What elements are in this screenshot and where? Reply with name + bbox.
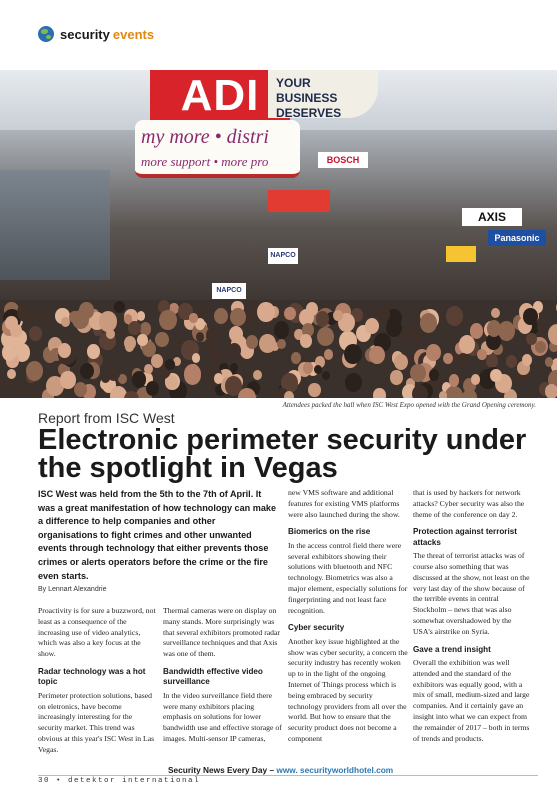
- crowd-head: [300, 334, 312, 348]
- paragraph: Proactivity is for sure a buzzword, not least as a consequence of the increasing use of video analytics, which was also a key focus at the show.: [38, 606, 156, 659]
- crowd-head: [80, 363, 94, 379]
- yellow-sign: [446, 246, 476, 262]
- subheading: Protection against terrorist attacks: [413, 527, 517, 547]
- crowd-head: [314, 365, 322, 375]
- crowd-head: [137, 311, 145, 320]
- crowd-head: [61, 317, 70, 327]
- crowd-head: [214, 373, 223, 384]
- crowd-head: [446, 306, 463, 326]
- ring-banner-line1: my more • distri: [141, 126, 269, 148]
- crowd-head: [445, 386, 463, 398]
- subheading: Biomerics on the rise: [288, 527, 371, 537]
- crowd-head: [17, 303, 33, 322]
- crowd-head: [308, 383, 321, 397]
- column-1: [38, 606, 158, 763]
- crowd-head: [26, 361, 43, 380]
- paragraph: that is used by hackers for network attacks? Cyber security was also the theme of the conference on day 2.: [413, 488, 525, 519]
- napco-sign: NAPCO: [268, 248, 298, 264]
- crowd-head: [189, 313, 197, 322]
- crowd-head: [277, 339, 286, 349]
- crowd-head: [28, 386, 38, 397]
- subheading: Cyber security: [288, 623, 345, 633]
- red-banner: [268, 190, 330, 212]
- crowd-head: [373, 388, 385, 398]
- crowd-head: [132, 371, 146, 387]
- crowd-head: [72, 310, 89, 329]
- crowd-head: [5, 316, 18, 331]
- left-booth: [0, 170, 110, 280]
- crowd-head: [333, 310, 343, 321]
- photo-caption: Attendees packed the hall when ISC West Expo opened with the Grand Opening ceremony.: [282, 401, 536, 409]
- crowd-head: [284, 307, 295, 320]
- crowd-head: [206, 327, 220, 343]
- crowd-head: [522, 354, 532, 366]
- crowd-head: [284, 391, 294, 398]
- crowd-head: [545, 357, 553, 366]
- crowd-head: [439, 391, 447, 398]
- column-3: [288, 488, 408, 752]
- crowd-head: [206, 343, 215, 353]
- crowd-head: [29, 326, 42, 341]
- crowd-head: [462, 389, 477, 398]
- crowd-head: [457, 353, 470, 368]
- crowd-head: [491, 308, 500, 318]
- crowd-head: [144, 364, 153, 375]
- crowd-head: [477, 349, 487, 360]
- crowd-head: [506, 355, 517, 368]
- panasonic-sign: Panasonic: [488, 230, 546, 246]
- crowd-head: [322, 371, 330, 380]
- crowd-head: [523, 308, 537, 325]
- crowd-head: [344, 344, 362, 364]
- crowd: [0, 300, 557, 398]
- section-header: [38, 24, 154, 44]
- crowd-head: [58, 343, 71, 358]
- section-word: security: [60, 26, 110, 42]
- ring-banner-line2: more support • more pro: [141, 154, 269, 169]
- crowd-head: [253, 370, 262, 380]
- subheading: Bandwidth effective video surveillance: [163, 666, 263, 687]
- crowd-head: [412, 385, 428, 398]
- article-title: Electronic perimeter security under the spotlight in Vegas: [38, 424, 527, 484]
- crowd-head: [114, 301, 125, 314]
- napco-sign-2: NAPCO: [212, 283, 246, 299]
- crowd-head: [449, 374, 460, 386]
- crowd-head: [165, 359, 174, 370]
- crowd-head: [87, 344, 100, 359]
- column-4: [413, 488, 533, 751]
- crowd-head: [487, 320, 502, 337]
- crowd-head: [471, 374, 480, 385]
- subheading: Radar technology was a hot topic: [38, 666, 146, 687]
- crowd-head: [151, 354, 163, 368]
- crowd-head: [429, 369, 439, 380]
- crowd-head: [324, 349, 333, 360]
- expo-hall-photo: [0, 70, 557, 398]
- ring-banner: [135, 120, 300, 178]
- crowd-head: [545, 384, 557, 398]
- crowd-head: [426, 344, 441, 361]
- crowd-head: [394, 354, 408, 370]
- paragraph: Overall the exhibition was well attended and the standard of the exhibitors was equally good, with a mix of small, medium-sized and large companies. And it certainly gave an insight into what we can expect from the remainder of 2017 – both in terms of trends and products.: [413, 657, 530, 743]
- crowd-head: [60, 371, 75, 389]
- paragraph: In the video surveillance field there were many exhibitors placing emphasis on solutions for lower bandwidth use and effective storage of images. Multi-sensor IP cameras,: [163, 690, 282, 743]
- your-business-banner: YOUR BUSINESS DESERVES: [268, 70, 378, 118]
- byline: By Lennart Alexandrie: [38, 586, 107, 593]
- crowd-head: [414, 368, 423, 378]
- paragraph: Perimeter protection solutions, based on eletronics, have become increasingly interesting for the security market. This trend was obvious at this year's ISC West in Las Vegas.: [38, 690, 155, 754]
- crowd-head: [7, 369, 16, 380]
- crowd-head: [259, 334, 276, 353]
- crowd-head: [390, 370, 402, 384]
- crowd-head: [369, 346, 385, 364]
- crowd-head: [155, 332, 168, 347]
- crowd-head: [535, 341, 546, 353]
- crowd-head: [443, 353, 453, 364]
- crowd-head: [490, 369, 502, 382]
- article-lead: ISC West was held from the 5th to the 7th of April. It was a great manifestation of how technology can make a difference to help companies and other organisations to fight crimes and other unwanted events through technology that either prevents those crimes or alerts operators before the crime or the fire even starts.: [38, 489, 277, 581]
- footer-divider: [38, 775, 538, 776]
- crowd-head: [214, 308, 228, 324]
- globe-icon: [38, 26, 54, 42]
- crowd-head: [404, 325, 417, 340]
- footer-promo: [168, 765, 393, 775]
- crowd-head: [470, 323, 483, 338]
- footer-url-link[interactable]: www. securityworldhotel.com: [276, 765, 394, 775]
- section-label: [60, 27, 154, 42]
- crowd-head: [124, 336, 136, 350]
- crowd-head: [37, 309, 49, 323]
- paragraph: Thermal cameras were on display on many stands. More surprisingly was that several exhibitors promoted radar surveillance techniques and that Axis was one of them.: [163, 606, 280, 659]
- axis-sign: AXIS: [462, 208, 522, 226]
- paragraph: The threat of terrorist attacks was of course also something that was discussed at the show, not least on the very last day of the show because of the terrible events in central Stockholm – news that was also somewhat overshadowed by the USA's airstrike on Syria.: [413, 551, 530, 636]
- crowd-head: [230, 308, 246, 326]
- crowd-head: [192, 353, 200, 362]
- crowd-head: [274, 321, 289, 339]
- crowd-head: [2, 377, 12, 388]
- adi-banner: ADI: [150, 70, 290, 122]
- article-kicker: Report from ISC West: [38, 410, 175, 426]
- crowd-head: [137, 334, 147, 346]
- paragraph: new VMS software and additional features for existing VMS platforms were also launched during the show.: [288, 488, 400, 519]
- bosch-sign: BOSCH: [318, 152, 368, 168]
- paragraph: Another key issue highlighted at the show was cyber security, a concern the security industry has recently woken up to in the light of the ongoing Internet of Things process which is being embraced by security technology providers from all over the world. But how to ensure that the security product does not become a component: [288, 636, 408, 743]
- column-2: [163, 606, 283, 752]
- crowd-head: [159, 310, 177, 330]
- crowd-head: [537, 322, 547, 333]
- crowd-head: [2, 344, 17, 361]
- crowd-head: [345, 373, 362, 393]
- paragraph: In the access control field there were several exhibitors showing their solutions with bluetooth and NFC technology. Biometrics was also a major element, especially solutions for fingerprinting and not least face recognition.: [288, 540, 408, 615]
- page-folio: 30 • detektor international: [38, 777, 201, 785]
- crowd-head: [184, 364, 201, 384]
- crowd-head: [548, 324, 557, 344]
- subheading: Gave a trend insight: [413, 644, 491, 654]
- crowd-head: [228, 343, 241, 358]
- crowd-head: [420, 313, 437, 333]
- section-accent-word: events: [112, 26, 155, 42]
- crowd-head: [317, 327, 334, 346]
- footer-promo-text: Security News Every Day –: [168, 765, 277, 775]
- crowd-head: [146, 381, 159, 396]
- crowd-head: [246, 335, 259, 350]
